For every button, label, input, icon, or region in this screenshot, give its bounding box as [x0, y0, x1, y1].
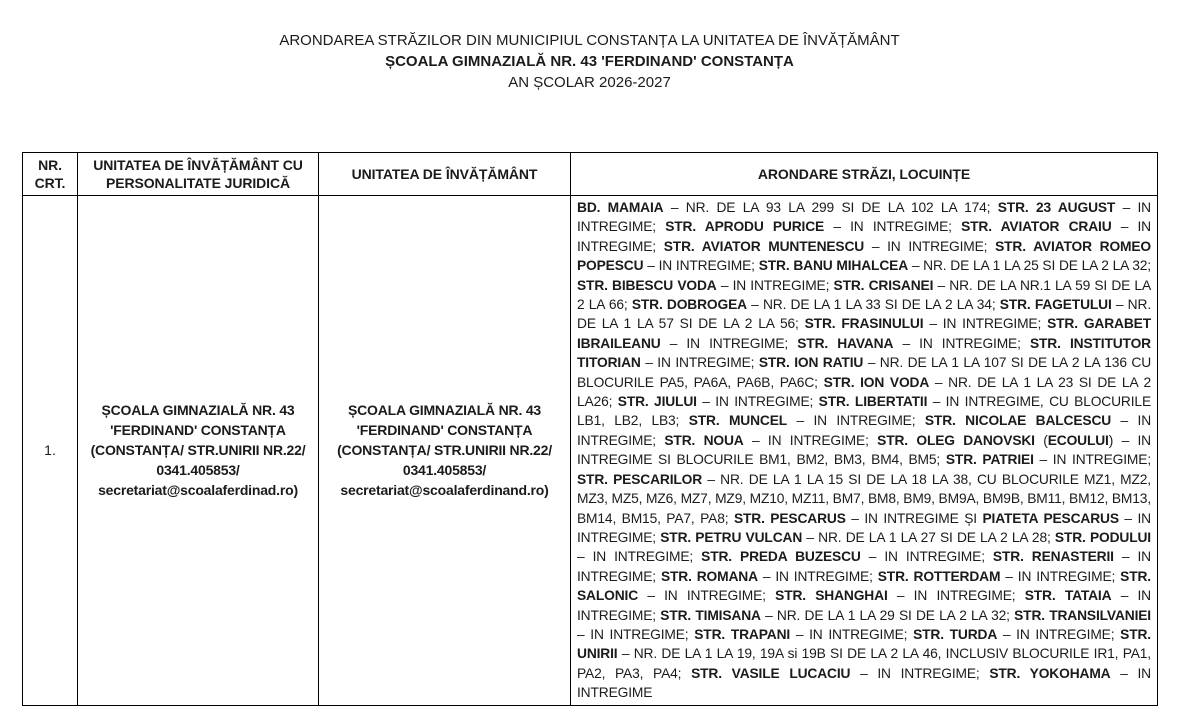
school-name-title: ȘCOALA GIMNAZIALĂ NR. 43 'FERDINAND' CONSTANȚA — [385, 53, 794, 70]
school-year-subtitle: AN ȘCOLAR 2026-2027 — [508, 74, 671, 91]
header-arondare: ARONDARE STRĂZI, LOCUINȚE — [571, 153, 1158, 196]
cell-row-number: 1. — [23, 196, 78, 706]
header-nr-crt: NR. CRT. — [23, 153, 78, 196]
cell-unit: ȘCOALA GIMNAZIALĂ NR. 43 'FERDINAND' CONSTANȚA (CONSTANȚA/ STR.UNIRII NR.22/ 0341.405853/ secretariat@scoalaferdinand.ro) — [319, 196, 571, 706]
street-assignment-table — [22, 152, 1158, 706]
table-header-row — [23, 153, 1158, 196]
header-unit: UNITATEA DE ÎNVĂȚĂMÂNT — [319, 153, 571, 196]
cell-unit-juridical: ȘCOALA GIMNAZIALĂ NR. 43 'FERDINAND' CONSTANȚA (CONSTANȚA/ STR.UNIRII NR.22/ 0341.405853/ secretariat@scoalaferdinad.ro) — [78, 196, 319, 706]
table-row — [23, 196, 1158, 706]
header-unit-juridical: UNITATEA DE ÎNVĂȚĂMÂNT CU PERSONALITATE JURIDICĂ — [78, 153, 319, 196]
document-title-block — [0, 0, 1179, 93]
cell-street-assignments: BD. MAMAIA – NR. DE LA 93 LA 299 SI DE LA 102 LA 174; STR. 23 AUGUST – IN INTREGIME; STR. APRODU PURICE – IN INTREGIME; STR. AVIATOR CRAIU – IN INTREGIME; STR. AVIATOR MUNTENESCU – IN INTREGIME; STR. AVIATOR ROMEO POPESCU – IN INTREGIME; STR. BANU MIHALCEA – NR. DE LA 1 LA 25 SI DE LA 2 LA 32; STR. BIBESCU VODA – IN INTREGIME; STR. CRISANEI – NR. DE LA NR.1 LA 59 SI DE LA 2 LA 66; STR. DOBROGEA – NR. DE LA 1 LA 33 SI DE LA 2 LA 34; STR. FAGETULUI – NR. DE LA 1 LA 57 SI DE LA 2 LA 56; STR. FRASINULUI – IN INTREGIME; STR. GARABET IBRAILEANU – IN INTREGIME; STR. HAVANA – IN INTREGIME; STR. INSTITUTOR TITORIAN – IN INTREGIME; STR. ION RATIU – NR. DE LA 1 LA 107 SI DE LA 2 LA 136 CU BLOCURILE PA5, PA6A, PA6B, PA6C; STR. ION VODA – NR. DE LA 1 LA 23 SI DE LA 2 LA26; STR. JIULUI – IN INTREGIME; STR. LIBERTATII – IN INTREGIME, CU BLOCURILE LB1, LB2, LB3; STR. MUNCEL – IN INTREGIME; STR. NICOLAE BALCESCU – IN INTREGIME; STR. NOUA – IN INTREGIME; STR. OLEG DANOVSKI (ECOULUI) – IN INTREGIME SI BLOCURILE BM1, BM2, BM3, BM4, BM5; STR. PATRIEI – IN INTREGIME; STR. PESCARILOR – NR. DE LA 1 LA 15 SI DE LA 18 LA 38, CU BLOCURILE MZ1, MZ2, MZ3, MZ5, MZ6, MZ7, MZ9, MZ10, MZ11, BM7, BM8, BM9, BM9A, BM9B, BM11, BM12, BM13, BM14, BM15, PA7, PA8; STR. PESCARUS – IN INTREGIME ȘI PIATETA PESCARUS – IN INTREGIME; STR. PETRU VULCAN – NR. DE LA 1 LA 27 SI DE LA 2 LA 28; STR. PODULUI – IN INTREGIME; STR. PREDA BUZESCU – IN INTREGIME; STR. RENASTERII – IN INTREGIME; STR. ROMANA – IN INTREGIME; STR. ROTTERDAM – IN INTREGIME; STR. SALONIC – IN INTREGIME; STR. SHANGHAI – IN INTREGIME; STR. TATAIA – IN INTREGIME; STR. TIMISANA – NR. DE LA 1 LA 29 SI DE LA 2 LA 32; STR. TRANSILVANIEI – IN INTREGIME; STR. TRAPANI – IN INTREGIME; STR. TURDA – IN INTREGIME; STR. UNIRII – NR. DE LA 1 LA 19, 19A si 19B SI DE LA 2 LA 46, INCLUSIV BLOCURILE IR1, PA1, PA2, PA3, PA4; STR. VASILE LUCACIU – IN INTREGIME; STR. YOKOHAMA – IN INTREGIME — [571, 196, 1158, 706]
document-title: ARONDAREA STRĂZILOR DIN MUNICIPIUL CONSTANȚA LA UNITATEA DE ÎNVĂȚĂMÂNT — [279, 32, 900, 49]
